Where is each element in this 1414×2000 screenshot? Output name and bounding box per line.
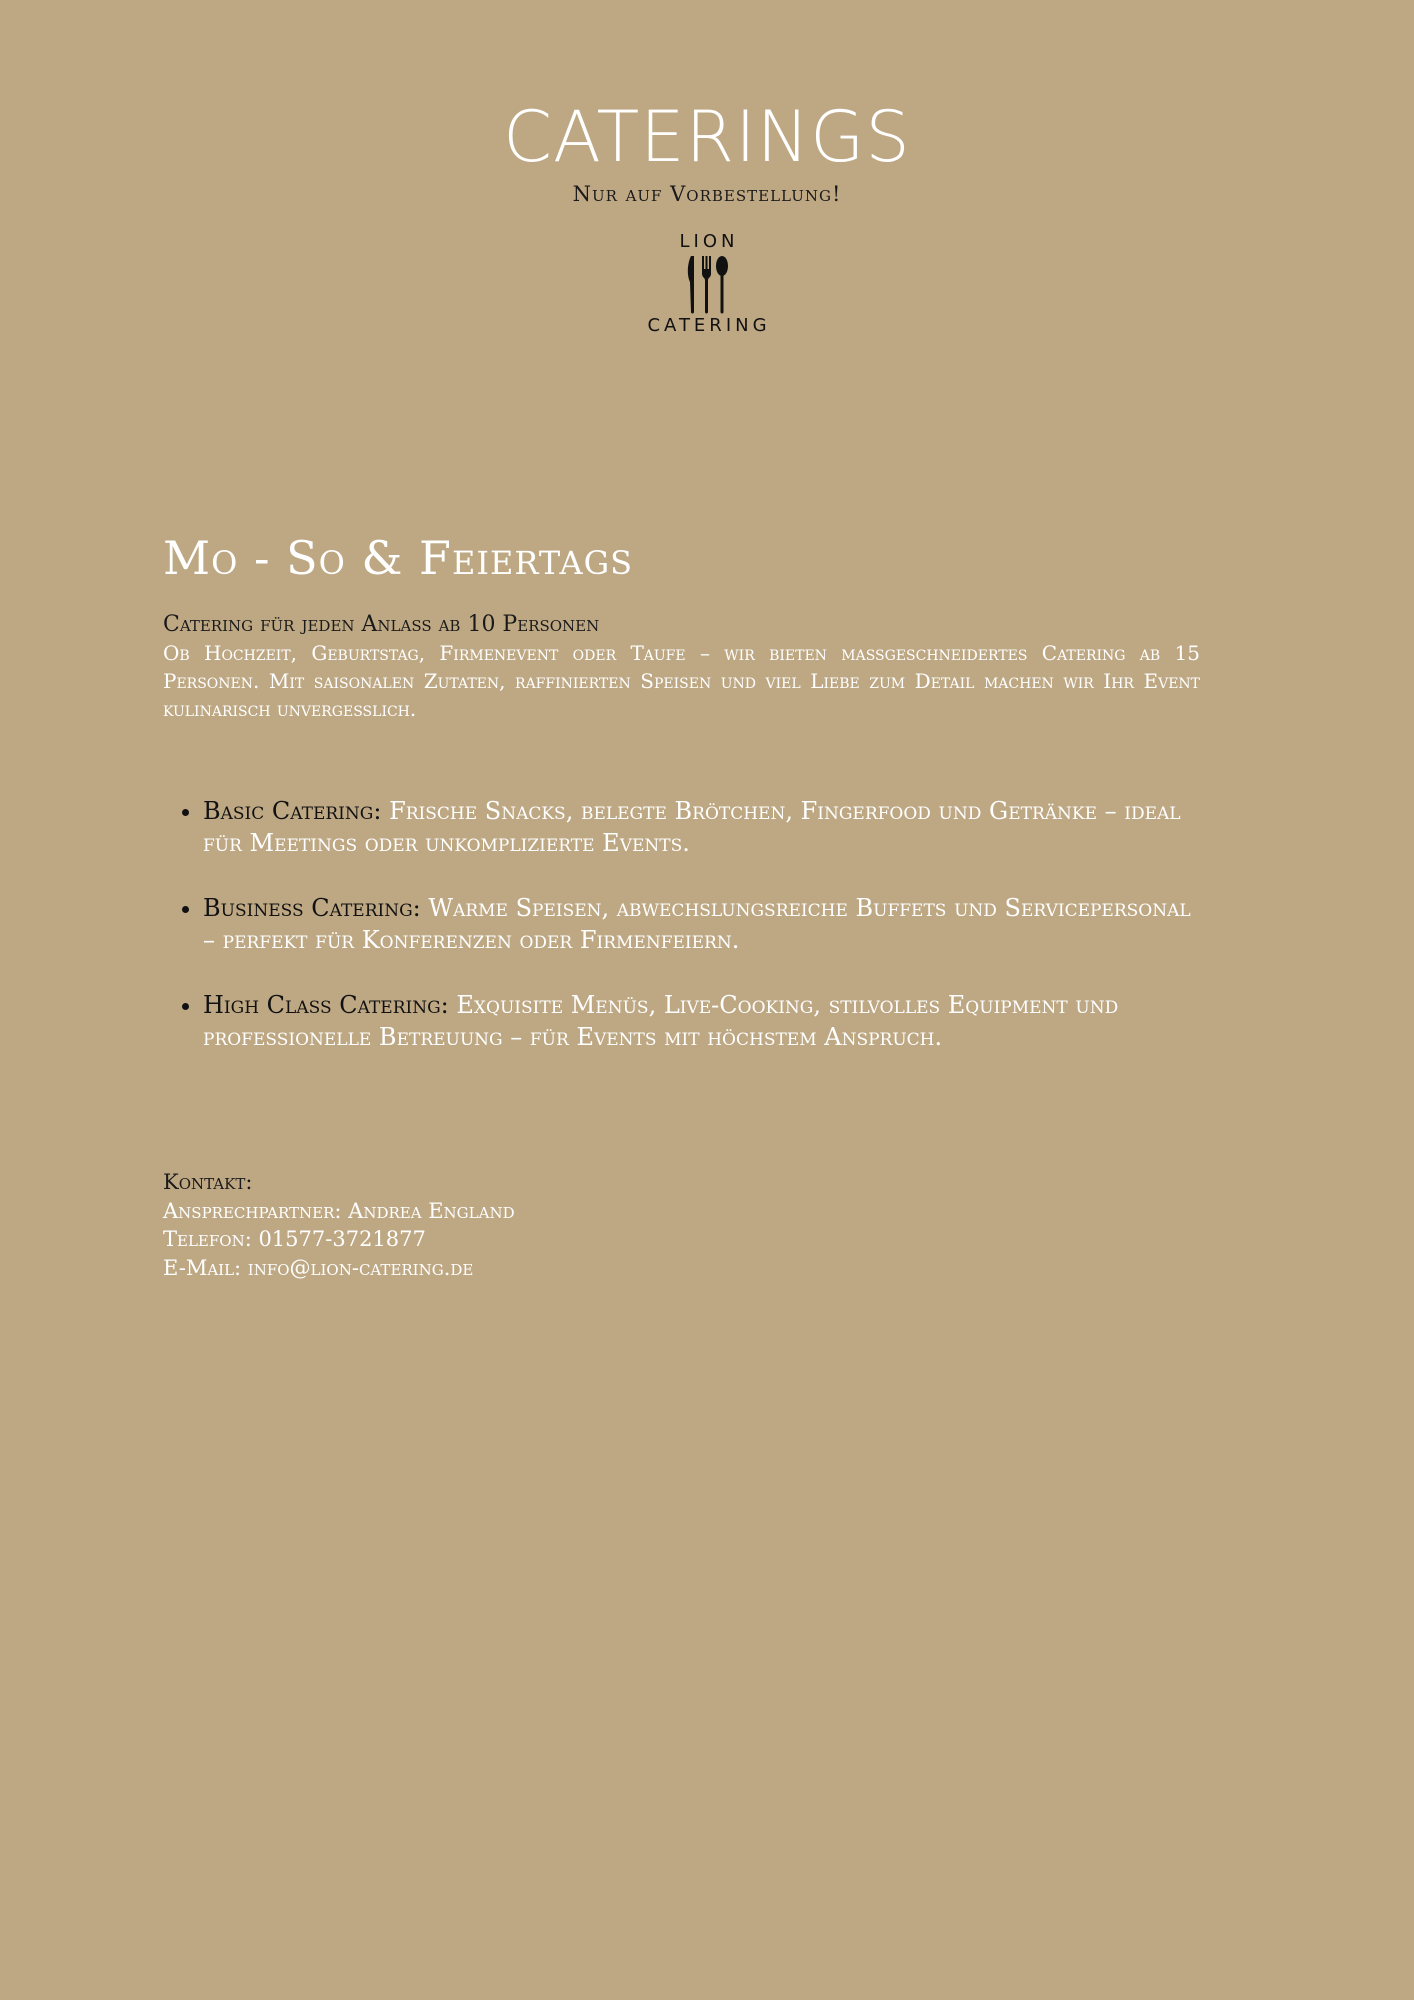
service-name: Business Catering	[203, 894, 413, 922]
contact-person: Ansprechpartner: Andrea England	[163, 1198, 515, 1223]
main-content	[163, 528, 1200, 1086]
page-title: CATERINGS	[503, 96, 911, 178]
lead-text: Catering für jeden Anlass ab 10 Personen	[163, 612, 600, 637]
service-description: Exquisite Menüs, Live-Cooking, stilvolles Equipment und professionelle Betreuung – für Events mit höchstem Anspruch.	[203, 991, 1119, 1051]
contact-section	[163, 1168, 1063, 1282]
list-item	[203, 989, 1200, 1053]
logo-top-text: LION	[679, 231, 739, 252]
service-separator: :	[373, 797, 382, 825]
lion-catering-logo	[627, 232, 787, 342]
service-name: High Class Catering	[203, 991, 441, 1019]
service-separator: :	[440, 991, 449, 1019]
list-item	[203, 892, 1200, 956]
logo-bottom-text: CATERING	[647, 315, 771, 336]
service-separator: :	[412, 894, 421, 922]
service-description: Frische Snacks, belegte Brötchen, Fingerfood und Getränke – ideal für Meetings oder unkomplizierte Events.	[203, 797, 1181, 857]
services-list	[163, 795, 1200, 1053]
service-description: Warme Speisen, abwechslungsreiche Buffets und Servicepersonal – perfekt für Konferenzen oder Firmenfeiern.	[203, 894, 1191, 954]
contact-email: E-Mail: info@lion-catering.de	[163, 1255, 474, 1280]
page-subtitle: Nur auf Vorbestellung!	[572, 182, 842, 206]
service-name: Basic Catering	[203, 797, 374, 825]
cutlery-icon	[685, 254, 729, 314]
page-header	[0, 95, 1414, 209]
list-item	[203, 795, 1200, 859]
section-title: Mo - So & Feiertags	[163, 531, 634, 585]
contact-phone: Telefon: 01577-3721877	[163, 1227, 426, 1251]
contact-heading: Kontakt:	[163, 1170, 253, 1194]
description-text: Ob Hochzeit, Geburtstag, Firmenevent oder Taufe – wir bieten maßgeschneidertes Catering ab 15 Personen. Mit saisonalen Zutaten, raffinierten Speisen und viel Liebe zum Detail machen wir Ihr Event kulinarisch unvergesslich.	[163, 641, 1200, 721]
